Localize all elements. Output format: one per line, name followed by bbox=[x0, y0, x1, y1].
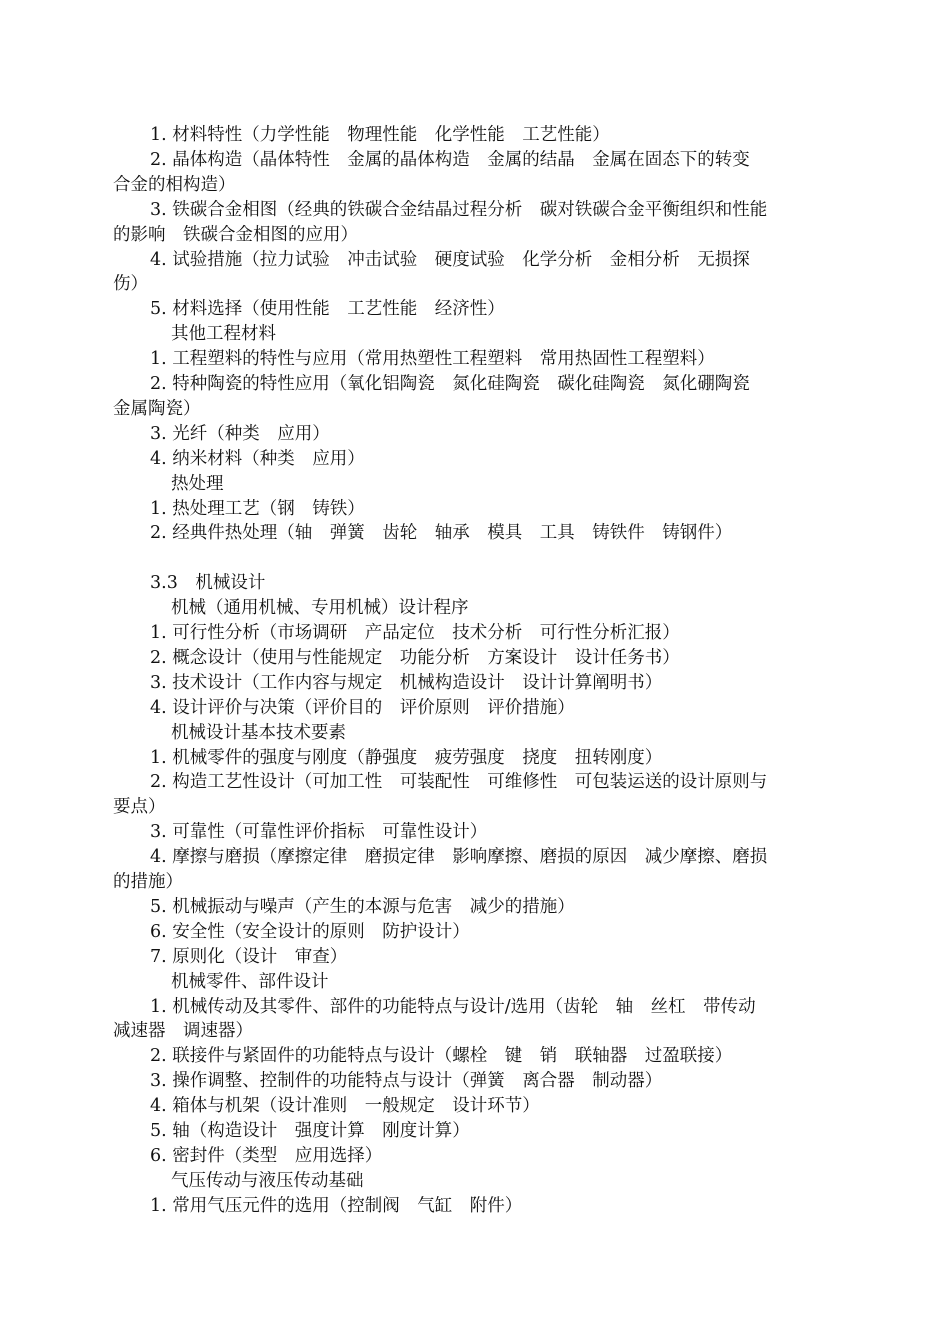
section-heading: 机械零件、部件设计 bbox=[171, 971, 329, 992]
text-line: 的影响 铁碳合金相图的应用） bbox=[113, 224, 358, 245]
text-line: 2. 经典件热处理（轴 弹簧 齿轮 轴承 模具 工具 铸铁件 铸钢件） bbox=[150, 523, 733, 544]
text-line: 4. 设计评价与决策（评价目的 评价原则 评价措施） bbox=[150, 697, 575, 718]
text-line: 2. 特种陶瓷的特性应用（氧化铝陶瓷 氮化硅陶瓷 碳化硅陶瓷 氮化硼陶瓷 bbox=[150, 374, 750, 394]
section-heading: 其他工程材料 bbox=[171, 324, 276, 345]
section-heading: 气压传动与液压传动基础 bbox=[171, 1170, 364, 1191]
text-line: 5. 轴（构造设计 强度计算 刚度计算） bbox=[150, 1121, 470, 1141]
text-line: 1. 机械传动及其零件、部件的功能特点与设计/选用（齿轮 轴 丝杠 带传动 bbox=[150, 996, 756, 1017]
text-line: 1. 工程塑料的特性与应用（常用热塑性工程塑料 常用热固性工程塑料） bbox=[150, 349, 715, 370]
text-line: 4. 摩擦与磨损（摩擦定律 磨损定律 影响摩擦、磨损的原因 减少摩擦、磨损 bbox=[150, 847, 768, 868]
section-heading: 机械（通用机械、专用机械）设计程序 bbox=[171, 598, 469, 619]
text-line: 5. 机械振动与噪声（产生的本源与危害 减少的措施） bbox=[150, 896, 575, 917]
text-line: 1. 材料特性（力学性能 物理性能 化学性能 工艺性能） bbox=[150, 125, 610, 145]
text-line: 4. 试验措施（拉力试验 冲击试验 硬度试验 化学分析 金相分析 无损探 bbox=[150, 249, 750, 270]
text-line: 金属陶瓷） bbox=[113, 398, 201, 419]
text-line: 伤） bbox=[113, 274, 148, 295]
text-line: 2. 联接件与紧固件的功能特点与设计（螺栓 键 销 联轴器 过盈联接） bbox=[150, 1046, 733, 1067]
text-line: 减速器 调速器） bbox=[113, 1021, 253, 1042]
text-line: 3. 可靠性（可靠性评价指标 可靠性设计） bbox=[150, 822, 488, 843]
text-line: 1. 热处理工艺（钢 铸铁） bbox=[150, 498, 365, 519]
text-line: 的措施） bbox=[113, 872, 183, 892]
text-line: 3. 操作调整、控制件的功能特点与设计（弹簧 离合器 制动器） bbox=[150, 1071, 663, 1092]
text-line: 2. 概念设计（使用与性能规定 功能分析 方案设计 设计任务书） bbox=[150, 647, 680, 668]
text-line: 3.3 机械设计 bbox=[150, 573, 266, 594]
text-line: 3. 铁碳合金相图（经典的铁碳合金结晶过程分析 碳对铁碳合金平衡组织和性能 bbox=[150, 199, 768, 220]
text-line: 1. 常用气压元件的选用（控制阀 气缸 附件） bbox=[150, 1195, 523, 1216]
text-line: 6. 安全性（安全设计的原则 防护设计） bbox=[150, 921, 470, 942]
text-line: 4. 箱体与机架（设计准则 一般规定 设计环节） bbox=[150, 1096, 540, 1117]
text-line: 3. 技术设计（工作内容与规定 机械构造设计 设计计算阐明书） bbox=[150, 672, 663, 693]
text-line: 3. 光纤（种类 应用） bbox=[150, 423, 330, 444]
text-line: 2. 构造工艺性设计（可加工性 可装配性 可维修性 可包装运送的设计原则与 bbox=[150, 772, 768, 793]
text-line: 6. 密封件（类型 应用选择） bbox=[150, 1145, 383, 1166]
section-heading: 热处理 bbox=[171, 473, 224, 494]
section-heading: 机械设计基本技术要素 bbox=[171, 722, 346, 743]
text-line: 1. 可行性分析（市场调研 产品定位 技术分析 可行性分析汇报） bbox=[150, 623, 680, 643]
text-line: 合金的相构造） bbox=[113, 174, 236, 195]
text-line: 7. 原则化（设计 审查） bbox=[150, 946, 348, 967]
text-line: 1. 机械零件的强度与刚度（静强度 疲劳强度 挠度 扭转刚度） bbox=[150, 747, 663, 768]
text-line: 4. 纳米材料（种类 应用） bbox=[150, 448, 365, 469]
text-line: 要点） bbox=[113, 797, 166, 818]
text-line: 5. 材料选择（使用性能 工艺性能 经济性） bbox=[150, 299, 505, 320]
text-line: 2. 晶体构造（晶体特性 金属的晶体构造 金属的结晶 金属在固态下的转变 bbox=[150, 149, 750, 170]
